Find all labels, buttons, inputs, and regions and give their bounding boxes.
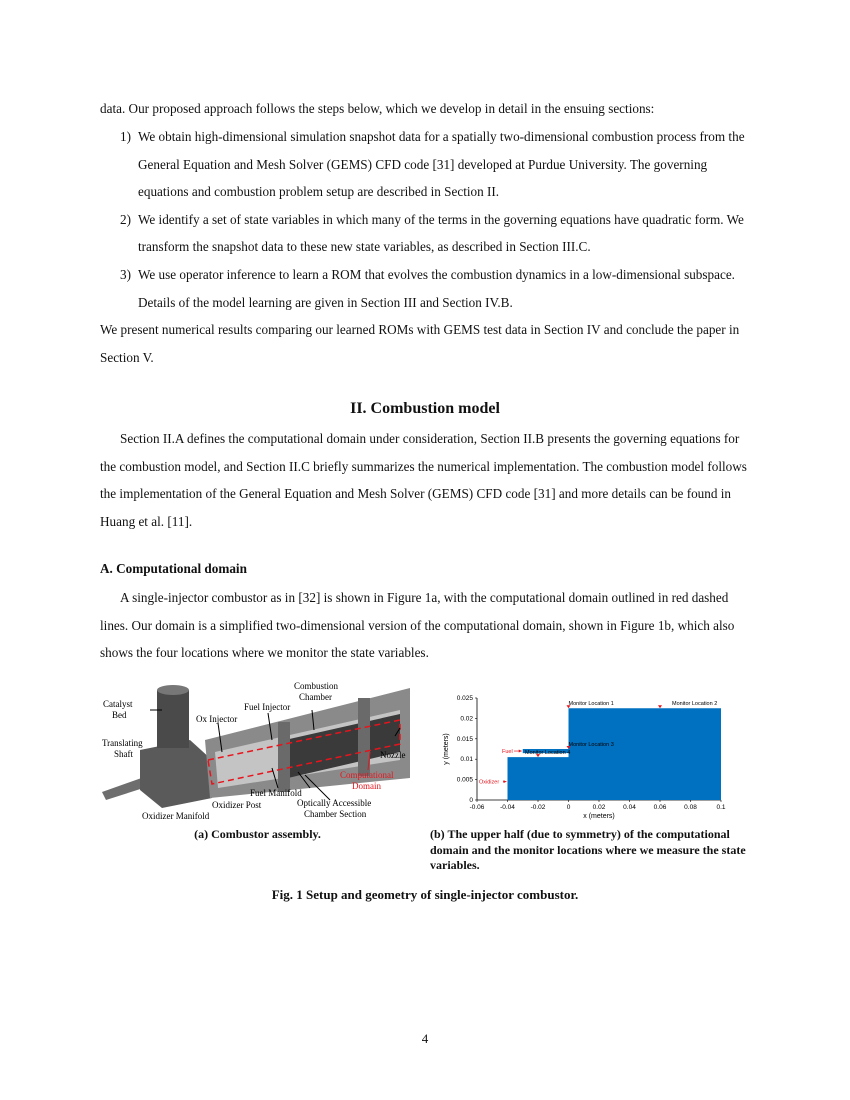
y-tick-label: 0.025 (456, 695, 473, 702)
x-tick-label: -0.02 (530, 804, 546, 811)
subsection-title: A. Computational domain (100, 561, 247, 576)
figure-combustor-assembly (100, 680, 415, 825)
label-catalyst-bed-1: Catalyst (103, 699, 133, 709)
list-item (100, 123, 750, 206)
label-combustion-chamber-1: Combustion (294, 681, 339, 691)
oxidizer-manifold-shape (140, 740, 212, 808)
monitor-label: Monitor Location 2 (672, 701, 718, 708)
step-number: 1) (120, 129, 131, 144)
steps-list (100, 123, 750, 316)
subsection-paragraph: A single-injector combustor as in [32] is shown in Figure 1a, with the computational domain outlined in red dashed lines. Our domain is a simplified two-dimensional version of the computational domain, shown in Figure 1b, which also shows the four locations where we monitor the state variables. (100, 590, 735, 661)
caption-figure-b: (b) The upper half (due to symmetry) of the computational domain and the monitor locations where we measure the state variables. (430, 827, 746, 872)
y-tick-label: 0.02 (460, 715, 473, 723)
label-ox-injector: Ox Injector (196, 714, 238, 724)
label-translating-shaft-2: Shaft (114, 749, 133, 759)
step-number: 2) (120, 211, 131, 227)
x-tick-label: -0.06 (469, 804, 485, 811)
x-tick-label: -0.04 (500, 804, 515, 811)
label-computational-domain-2: Domain (352, 781, 381, 791)
fuel-arrow-head (519, 750, 522, 753)
y-tick-label: 0.005 (456, 776, 473, 784)
catalyst-bed-top (157, 685, 189, 695)
intro-line: data. Our proposed approach follows the steps below, which we develop in detail in the ensuing sections: (100, 101, 655, 116)
step-number: 3) (120, 266, 131, 282)
section-paragraph: Section II.A defines the computational domain under consideration, Section II.B presents the governing equations for the combustion model, and Section II.C briefly summarizes the numerical implementation. The combustion model follows the implementation of the General Equation and Mesh Solver (GEMS) CFD code [31] and more details can be found in Huang et al. [11]. (100, 431, 747, 529)
label-fuel-manifold: Fuel Manifold (250, 788, 302, 798)
step-text: We identify a set of state variables in which many of the terms in the governing equations have quadratic form. We transform the snapshot data to these new state variables, as described in Section III.C. (138, 211, 744, 255)
y-tick-label: 0.015 (456, 735, 473, 743)
list-item (100, 206, 750, 261)
oxidizer-arrow-head (504, 780, 507, 783)
monitor-label: Monitor Location 4 (525, 750, 571, 757)
catalyst-bed-shape (157, 690, 189, 748)
section-title: II. Combustion model (350, 400, 500, 417)
caption-figure-a: (a) Combustor assembly. (194, 827, 321, 841)
label-nozzle: Nozzle (380, 750, 406, 760)
label-oxidizer-post: Oxidizer Post (212, 800, 262, 810)
x-tick-label: 0.04 (623, 804, 636, 811)
x-axis-label: x (meters) (583, 813, 615, 820)
y-axis-label: y (meters) (443, 733, 450, 765)
domain-chart (430, 688, 750, 823)
label-combustion-chamber-2: Chamber (299, 692, 332, 702)
x-tick-label: 0.08 (684, 804, 697, 811)
x-tick-label: 0.1 (716, 804, 726, 811)
label-catalyst-bed-2: Bed (112, 710, 127, 720)
fuel-label: Fuel (502, 749, 513, 756)
label-fuel-injector: Fuel Injector (244, 702, 291, 712)
label-translating-shaft-1: Translating (102, 738, 143, 748)
figure-caption: Fig. 1 Setup and geometry of single-injector combustor. (271, 887, 579, 902)
label-computational-domain-1: Computational (340, 770, 394, 780)
label-optically-accessible-1: Optically Accessible (297, 798, 372, 808)
figure-computational-domain (430, 688, 750, 823)
monitor-label: Monitor Location 3 (568, 742, 614, 748)
y-tick-label: 0.01 (460, 756, 473, 764)
label-optically-accessible-2: Chamber Section (304, 809, 367, 819)
y-tick-label: 0 (469, 797, 473, 804)
combustor-illustration (100, 680, 415, 825)
x-tick-label: 0.06 (653, 804, 667, 811)
x-tick-label: 0 (566, 804, 571, 811)
page-number: 4 (421, 1031, 429, 1046)
closing-paragraph: We present numerical results comparing our learned ROMs with GEMS test data in Section IV and conclude the paper in Section V. (100, 322, 740, 365)
step-text: We obtain high-dimensional simulation snapshot data for a spatially two-dimensional combustion process from the General Equation and Mesh Solver (GEMS) CFD code [31] developed at Purdue University. The governing equations and combustion problem setup are described in Section II. (138, 129, 745, 200)
monitor-label: Monitor Location 1 (568, 701, 614, 708)
step-text: We use operator inference to learn a ROM that evolves the combustion dynamics in a low-dimensional subspace. Details of the model learning are given in Section III and Section IV.B. (138, 266, 735, 310)
flange-shape (278, 722, 290, 792)
label-oxidizer-manifold: Oxidizer Manifold (142, 811, 210, 821)
oxidizer-label: Oxidizer (479, 779, 500, 786)
monitor-marker (658, 705, 662, 708)
x-tick-label: 0.02 (592, 804, 606, 811)
list-item (100, 261, 750, 316)
